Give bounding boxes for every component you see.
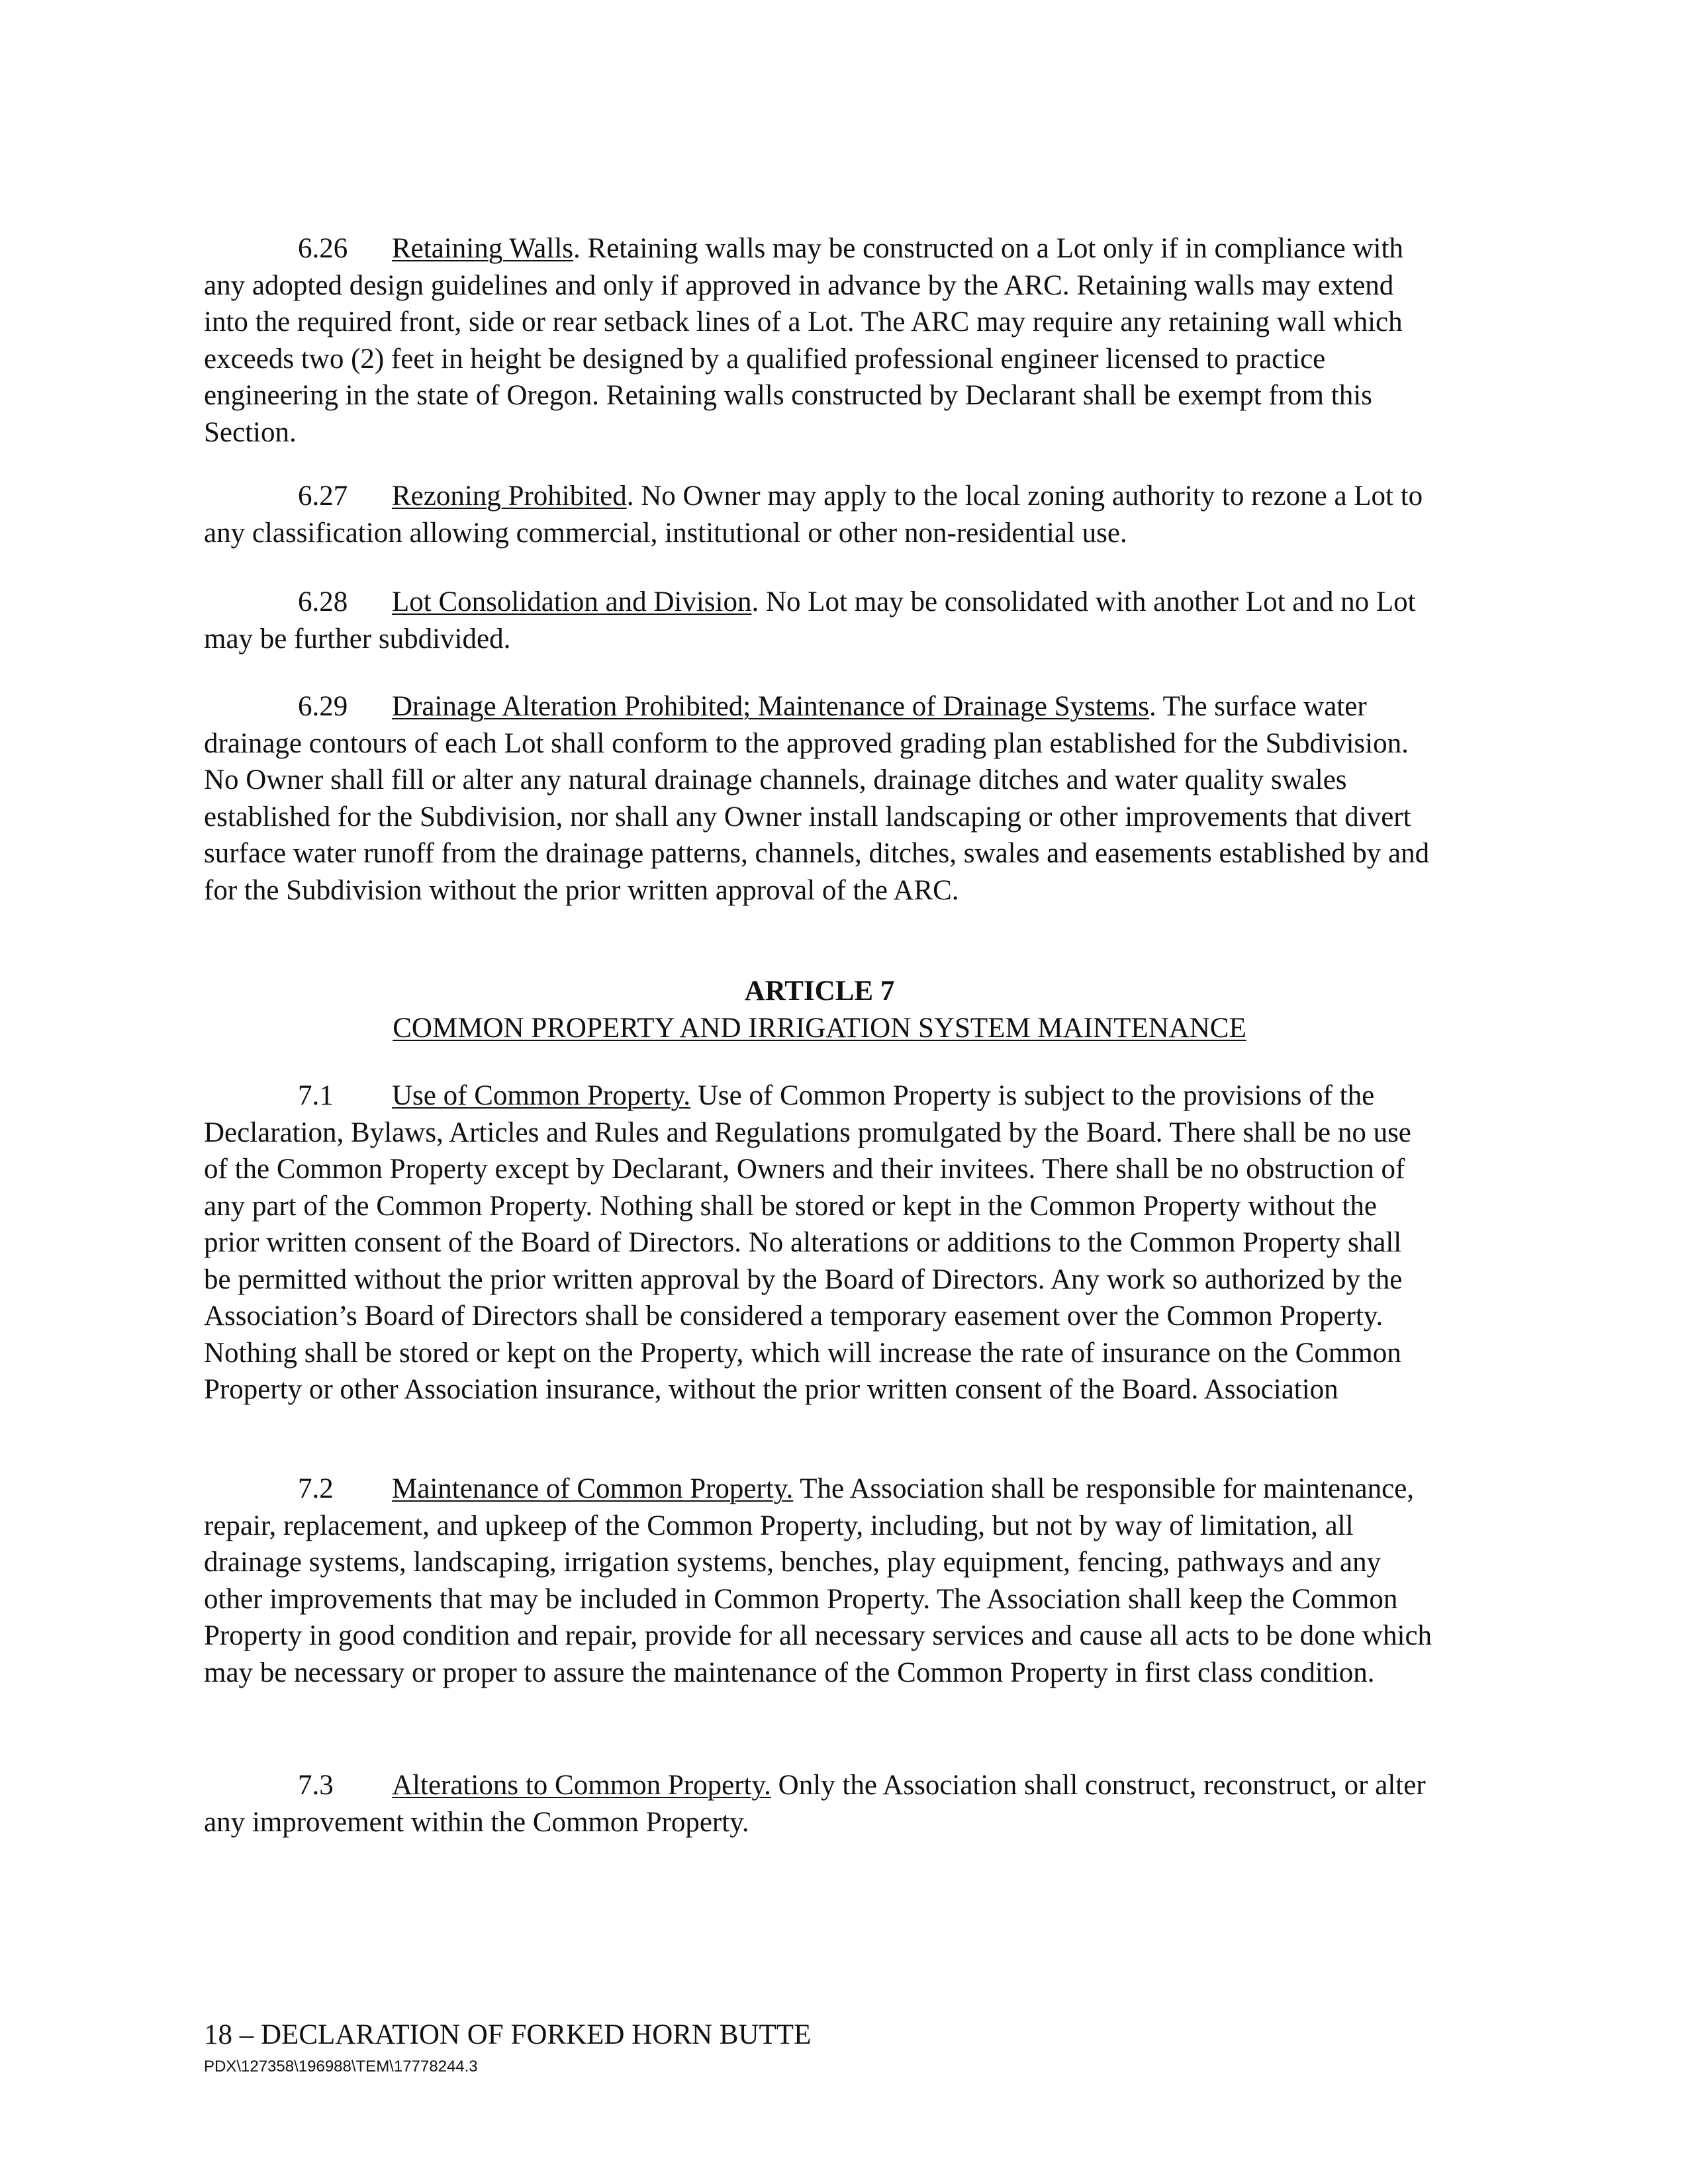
section-body: . No Owner may apply to the local zoning authority to rezone a Lot to any classification allowing commercial, institutional or other non-residential use.	[204, 480, 1423, 549]
section-body: Use of Common Property is subject to the provisions of the Declaration, Bylaws, Articles and Rules and Regulations promulgated by the Board. There shall be no use of the Common Property except by Declarant, Owners and their invitees. There shall be no obstruction of any part of the Common Property. Nothing shall be stored or kept in the Common Property without the prior written consent of the Board of Directors. No alterations or additions to the Common Property shall be permitted without the prior written approval by the Board of Directors. Any work so authorized by the Association’s Board of Directors shall be considered a temporary easement over the Common Property. Nothing shall be stored or kept on the Property, which will increase the rate of insurance on the Common Property or other Association insurance, without the prior written consent of the Board. Association	[204, 1080, 1411, 1405]
section-number: 7.2	[298, 1473, 334, 1504]
section-6-29	[204, 688, 1435, 909]
article-title-text: COMMON PROPERTY AND IRRIGATION SYSTEM MAINTENANCE	[393, 1013, 1246, 1044]
footer-title: 18 – DECLARATION OF FORKED HORN BUTTE	[204, 2019, 812, 2050]
section-title: Alterations to Common Property.	[392, 1770, 771, 1801]
section-6-28	[204, 584, 1435, 657]
section-title: Lot Consolidation and Division	[392, 586, 752, 617]
section-number: 6.29	[298, 691, 348, 722]
section-number: 7.1	[298, 1080, 334, 1111]
section-body: Only the Association shall construct, reconstruct, or alter any improvement within the Common Property.	[204, 1770, 1426, 1838]
section-body: . No Lot may be consolidated with another Lot and no Lot may be further subdivided.	[204, 586, 1416, 655]
section-body: . Retaining walls may be constructed on a Lot only if in compliance with any adopted design guidelines and only if approved in advance by the ARC. Retaining walls may extend into the required front, side or rear setback lines of a Lot. The ARC may require any retaining wall which exceeds two (2) feet in height be designed by a qualified professional engineer licensed to practice engineering in the state of Oregon. Retaining walls constructed by Declarant shall be exempt from this Section.	[204, 233, 1403, 448]
section-title: Maintenance of Common Property.	[392, 1473, 794, 1504]
section-7-3	[204, 1767, 1435, 1841]
article-label: ARTICLE 7	[744, 976, 895, 1007]
section-number: 6.27	[298, 480, 348, 512]
section-body: . The surface water drainage contours of each Lot shall conform to the approved grading plan established for the Subdivision. No Owner shall fill or alter any natural drainage channels, drainage ditches and water quality swales established for the Subdivision, nor shall any Owner install landscaping or other improvements that divert surface water runoff from the drainage patterns, channels, ditches, swales and easements established by and for the Subdivision without the prior written approval of the ARC.	[204, 691, 1430, 906]
section-number: 6.26	[298, 233, 348, 264]
section-6-26	[204, 230, 1435, 451]
section-7-1	[204, 1077, 1435, 1408]
section-number: 6.28	[298, 586, 348, 617]
section-title: Drainage Alteration Prohibited; Maintenance of Drainage Systems	[392, 691, 1149, 722]
section-body: The Association shall be responsible for maintenance, repair, replacement, and upkeep of the Common Property, including, but not by way of limitation, all drainage systems, landscaping, irrigation systems, benches, play equipment, fencing, pathways and any other improvements that may be included in Common Property. The Association shall keep the Common Property in good condition and repair, provide for all necessary services and cause all acts to be done which may be necessary or proper to assure the maintenance of the Common Property in first class condition.	[204, 1473, 1432, 1688]
section-number: 7.3	[298, 1770, 334, 1801]
section-7-2	[204, 1471, 1435, 1691]
section-6-27	[204, 478, 1435, 551]
section-title: Use of Common Property.	[392, 1080, 691, 1111]
footer-document-code: PDX\127358\196988\TEM\17778244.3	[204, 2058, 478, 2075]
article-title	[204, 1010, 1435, 1047]
section-title: Rezoning Prohibited	[392, 480, 627, 512]
section-title: Retaining Walls	[392, 233, 574, 264]
